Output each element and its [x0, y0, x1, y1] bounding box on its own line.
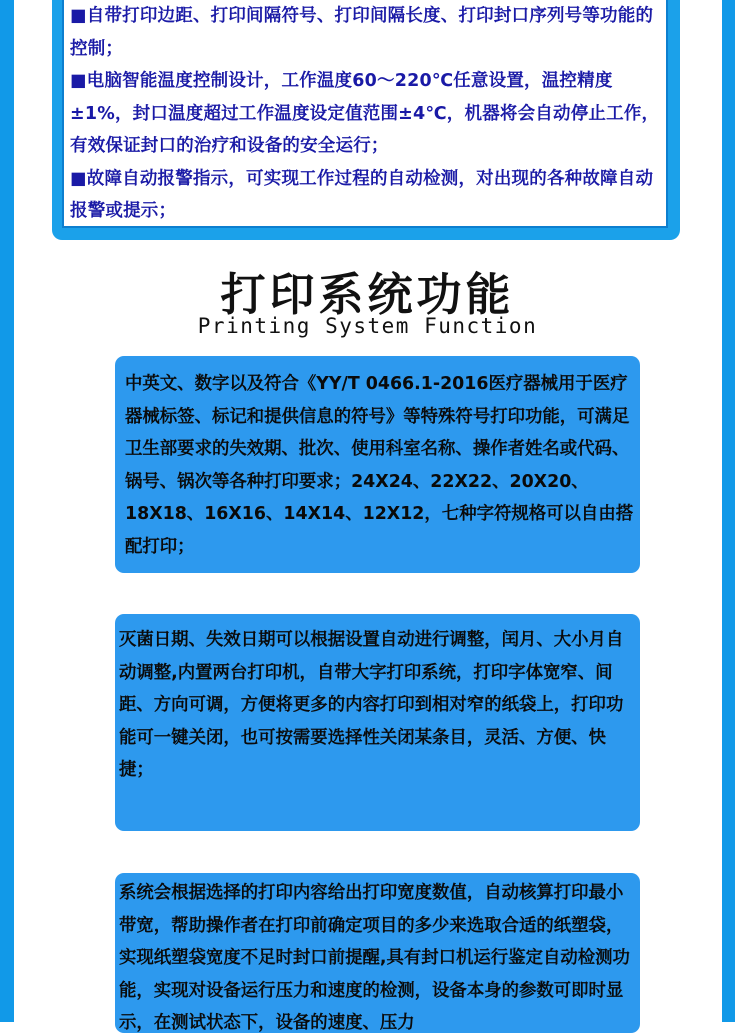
- feature-description: 中英文、数字以及符合《YY/T 0466.1-2016医疗器械用于医疗器械标签、标记和提供信息的符号》等特殊符号打印功能，可满足卫生部要求的失效期、批次、使用科室名称、操作者姓名或代码、锅号、锅次等各种打印要求；24X24、22X22、20X20、18X18、16X16、14X14、12X12，七种字符规格可以自由搭配打印；: [125, 374, 634, 557]
- square-bullet-icon: ■: [70, 71, 87, 91]
- print-feature-box-width: [115, 873, 640, 1033]
- square-bullet-icon: ■: [70, 6, 87, 26]
- section-subtitle: Printing System Function: [197, 314, 538, 338]
- left-border-strip: [0, 0, 14, 1022]
- feature-bullet-item: [70, 163, 666, 228]
- control-features-panel: [52, 0, 680, 240]
- feature-bullet-text: 故障自动报警指示，可实现工作过程的自动检测，对出现的各种故障自动报警或提示；: [70, 168, 654, 221]
- print-feature-box-dates: [115, 614, 640, 831]
- feature-description: 系统会根据选择的打印内容给出打印宽度数值，自动核算打印最小带宽，帮助操作者在打印前确定项目的多少来选取合适的纸塑袋，实现纸塑袋宽度不足时封口前提醒,具有封口机运行鉴定自动检测功能，实现对设备运行压力和速度的检测，设备本身的参数可即时显示，在测试状态下，设备的速度、压力: [119, 883, 630, 1033]
- control-features-content: [62, 0, 668, 228]
- feature-bullet-item: [70, 65, 666, 163]
- feature-description: 灭菌日期、失效日期可以根据设置自动进行调整，闰月、大小月自动调整,内置两台打印机，自带大字打印系统，打印字体宽窄、间距、方向可调，方便将更多的内容打印到相对窄的纸袋上，打印功能可一键关闭，也可按需要选择性关闭某条目，灵活、方便、快捷；: [119, 630, 624, 781]
- feature-bullet-text: 电脑智能温度控制设计，工作温度60～220℃任意设置，温控精度±1%，封口温度超过工作温度设定值范围±4℃，机器将会自动停止工作，有效保证封口的治疗和设备的安全运行；: [70, 71, 660, 156]
- right-border-strip: [722, 0, 735, 1022]
- print-feature-box-characters: [115, 356, 640, 573]
- feature-bullet-item: [70, 0, 666, 65]
- section-title: 打印系统功能: [220, 268, 515, 321]
- square-bullet-icon: ■: [70, 168, 87, 189]
- feature-bullet-text: 自带打印边距、打印间隔符号、打印间隔长度、打印封口序列号等功能的控制；: [70, 6, 654, 59]
